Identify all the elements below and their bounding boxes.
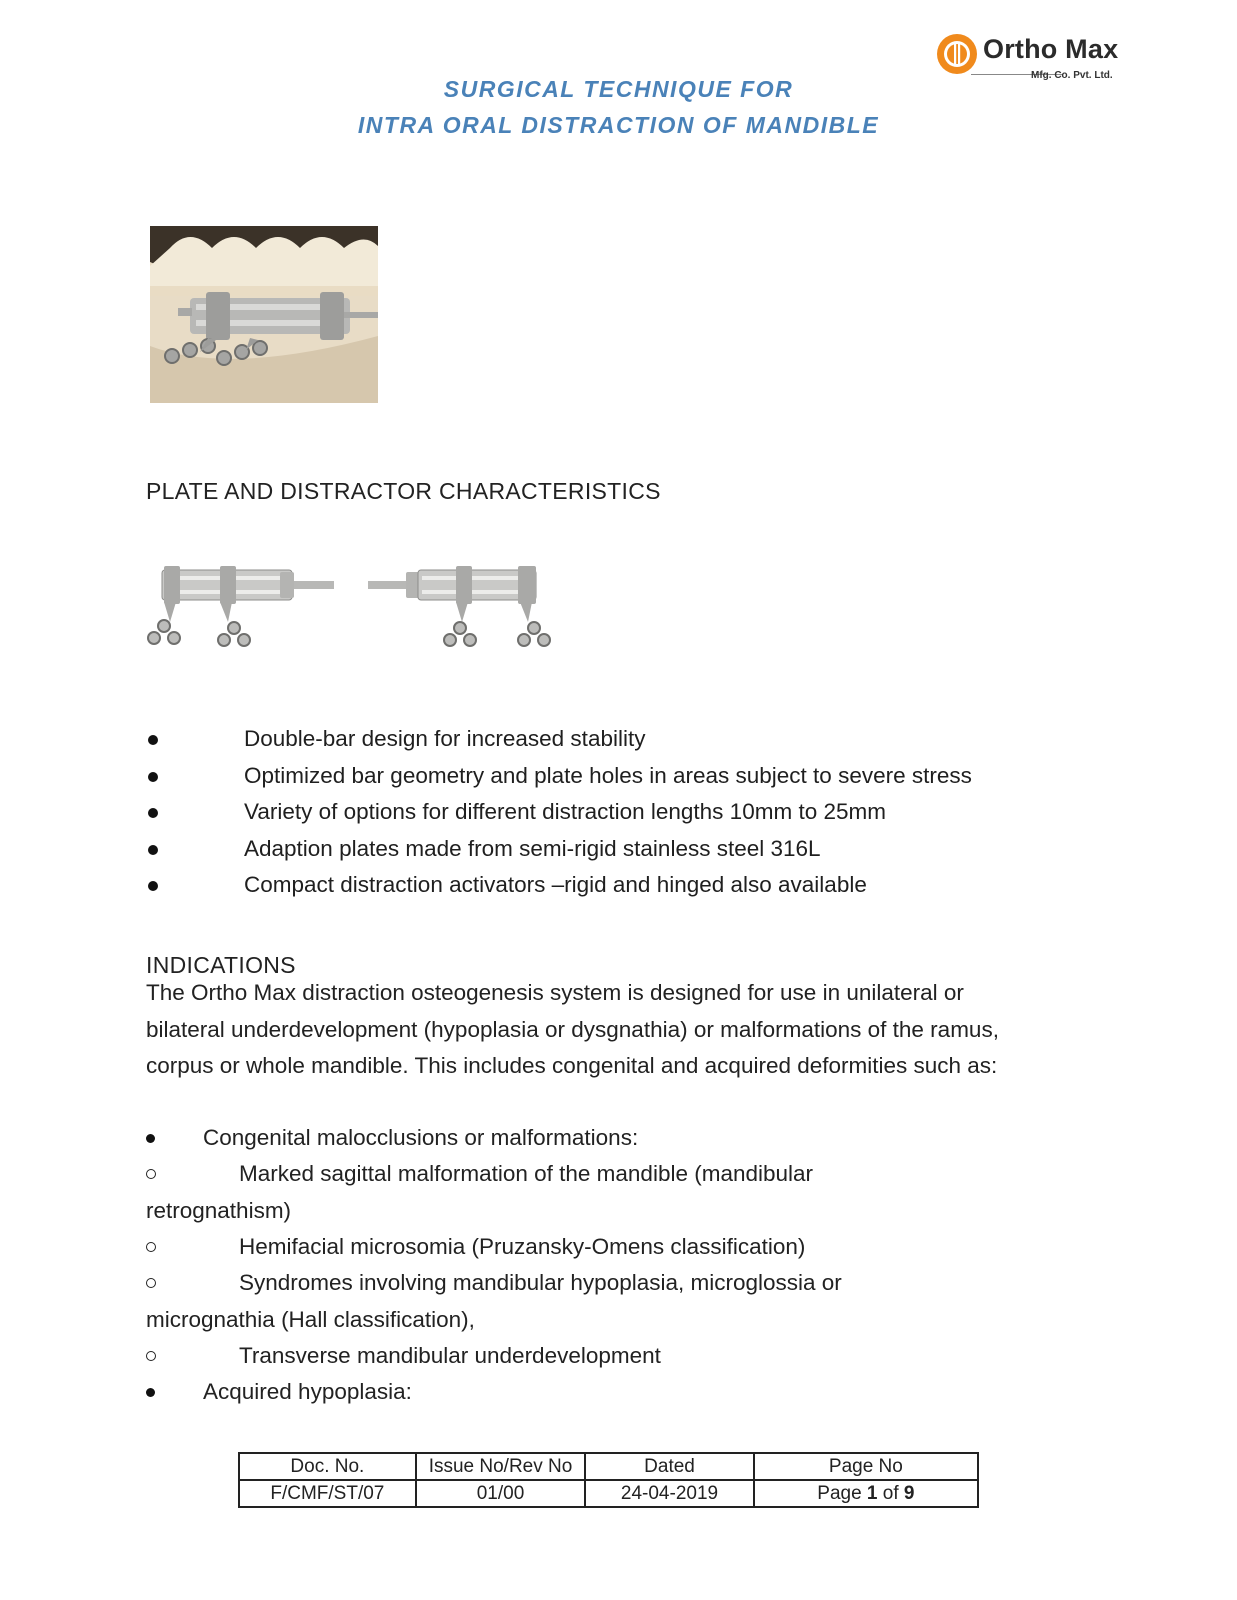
circle-bullet-icon (146, 1351, 156, 1361)
feature-text: Adaption plates made from semi-rigid stainless steel 316L (244, 835, 821, 861)
header-dated: Dated (585, 1453, 753, 1480)
circle-bullet-icon (146, 1278, 156, 1288)
document-control-table (238, 1452, 979, 1508)
bullet-icon (148, 735, 158, 745)
logo-subtitle: Mfg. Co. Pvt. Ltd. (1031, 70, 1113, 81)
table-header-row (239, 1453, 978, 1480)
bullet-icon (148, 772, 158, 782)
bullet-icon (148, 808, 158, 818)
bullet-icon (146, 1388, 155, 1397)
indication-text: Acquired hypoplasia: (203, 1379, 412, 1404)
section-heading: PLATE AND DISTRACTOR CHARACTERISTICS (146, 478, 661, 504)
table-row (239, 1480, 978, 1507)
page-current: 1 (866, 1483, 878, 1504)
indication-text: Transverse mandibular underdevelopment (239, 1343, 661, 1368)
document-title-line-2: INTRA ORAL DISTRACTION OF MANDIBLE (357, 112, 880, 138)
list-item (146, 797, 1046, 834)
indication-text-continued: micrognathia (Hall classification), (146, 1306, 475, 1332)
feature-text: Variety of options for different distraction lengths 10mm to 25mm (244, 799, 886, 824)
distractor-right-image (368, 566, 550, 646)
header-page-no: Page No (754, 1453, 978, 1480)
rev-no-value: 01/00 (416, 1480, 586, 1507)
distractor-on-mandible-photo (150, 226, 378, 403)
distractor-products-photo (140, 560, 570, 660)
feature-text: Compact distraction activators –rigid and hinged also available (244, 872, 867, 897)
page-total: 9 (903, 1483, 915, 1504)
document-title-line-1: SURGICAL TECHNIQUE FOR (443, 76, 794, 102)
logo-name: Ortho Max (983, 34, 1119, 64)
circle-bullet-icon (146, 1242, 156, 1252)
page-no-value (754, 1480, 978, 1507)
page-prefix: Page (817, 1483, 867, 1504)
doc-no-value: F/CMF/ST/07 (239, 1480, 416, 1507)
indication-text: Syndromes involving mandibular hypoplasia, microglossia or (239, 1270, 842, 1295)
bullet-icon (146, 1134, 155, 1143)
bullet-icon (148, 845, 158, 855)
feature-text: Optimized bar geometry and plate holes in areas subject to severe stress (244, 762, 972, 788)
page-of: of (877, 1483, 904, 1504)
indication-text: Marked sagittal malformation of the mandible (mandibular (239, 1161, 814, 1186)
bullet-icon (148, 881, 158, 891)
circle-bullet-icon (146, 1169, 156, 1179)
list-item (146, 834, 1046, 871)
dated-value: 24-04-2019 (585, 1480, 753, 1507)
list-item (146, 761, 1046, 798)
indication-text-continued: retrognathism) (146, 1197, 292, 1223)
feature-list (146, 724, 1046, 907)
header-issue-rev: Issue No/Rev No (416, 1453, 586, 1480)
distractor-left-image (148, 566, 334, 646)
logo-mark-icon (935, 32, 979, 76)
feature-text: Double-bar design for increased stability (244, 726, 646, 751)
indication-text: Congenital malocclusions or malformations: (203, 1125, 639, 1150)
indications-paragraph: The Ortho Max distraction osteogenesis system is designed for use in unilateral or bilateral underdevelopment (hypoplasia or dysgnathia) or malformations of the ramus, corpus or whole mandible. This includes congenital and acquired deformities such as: (146, 980, 999, 1078)
header-doc-no: Doc. No. (239, 1453, 416, 1480)
list-item (146, 870, 1046, 907)
indications-heading: INDICATIONS (146, 952, 296, 978)
indication-text: Hemifacial microsomia (Pruzansky-Omens classification) (239, 1234, 806, 1259)
list-item (146, 724, 1046, 761)
